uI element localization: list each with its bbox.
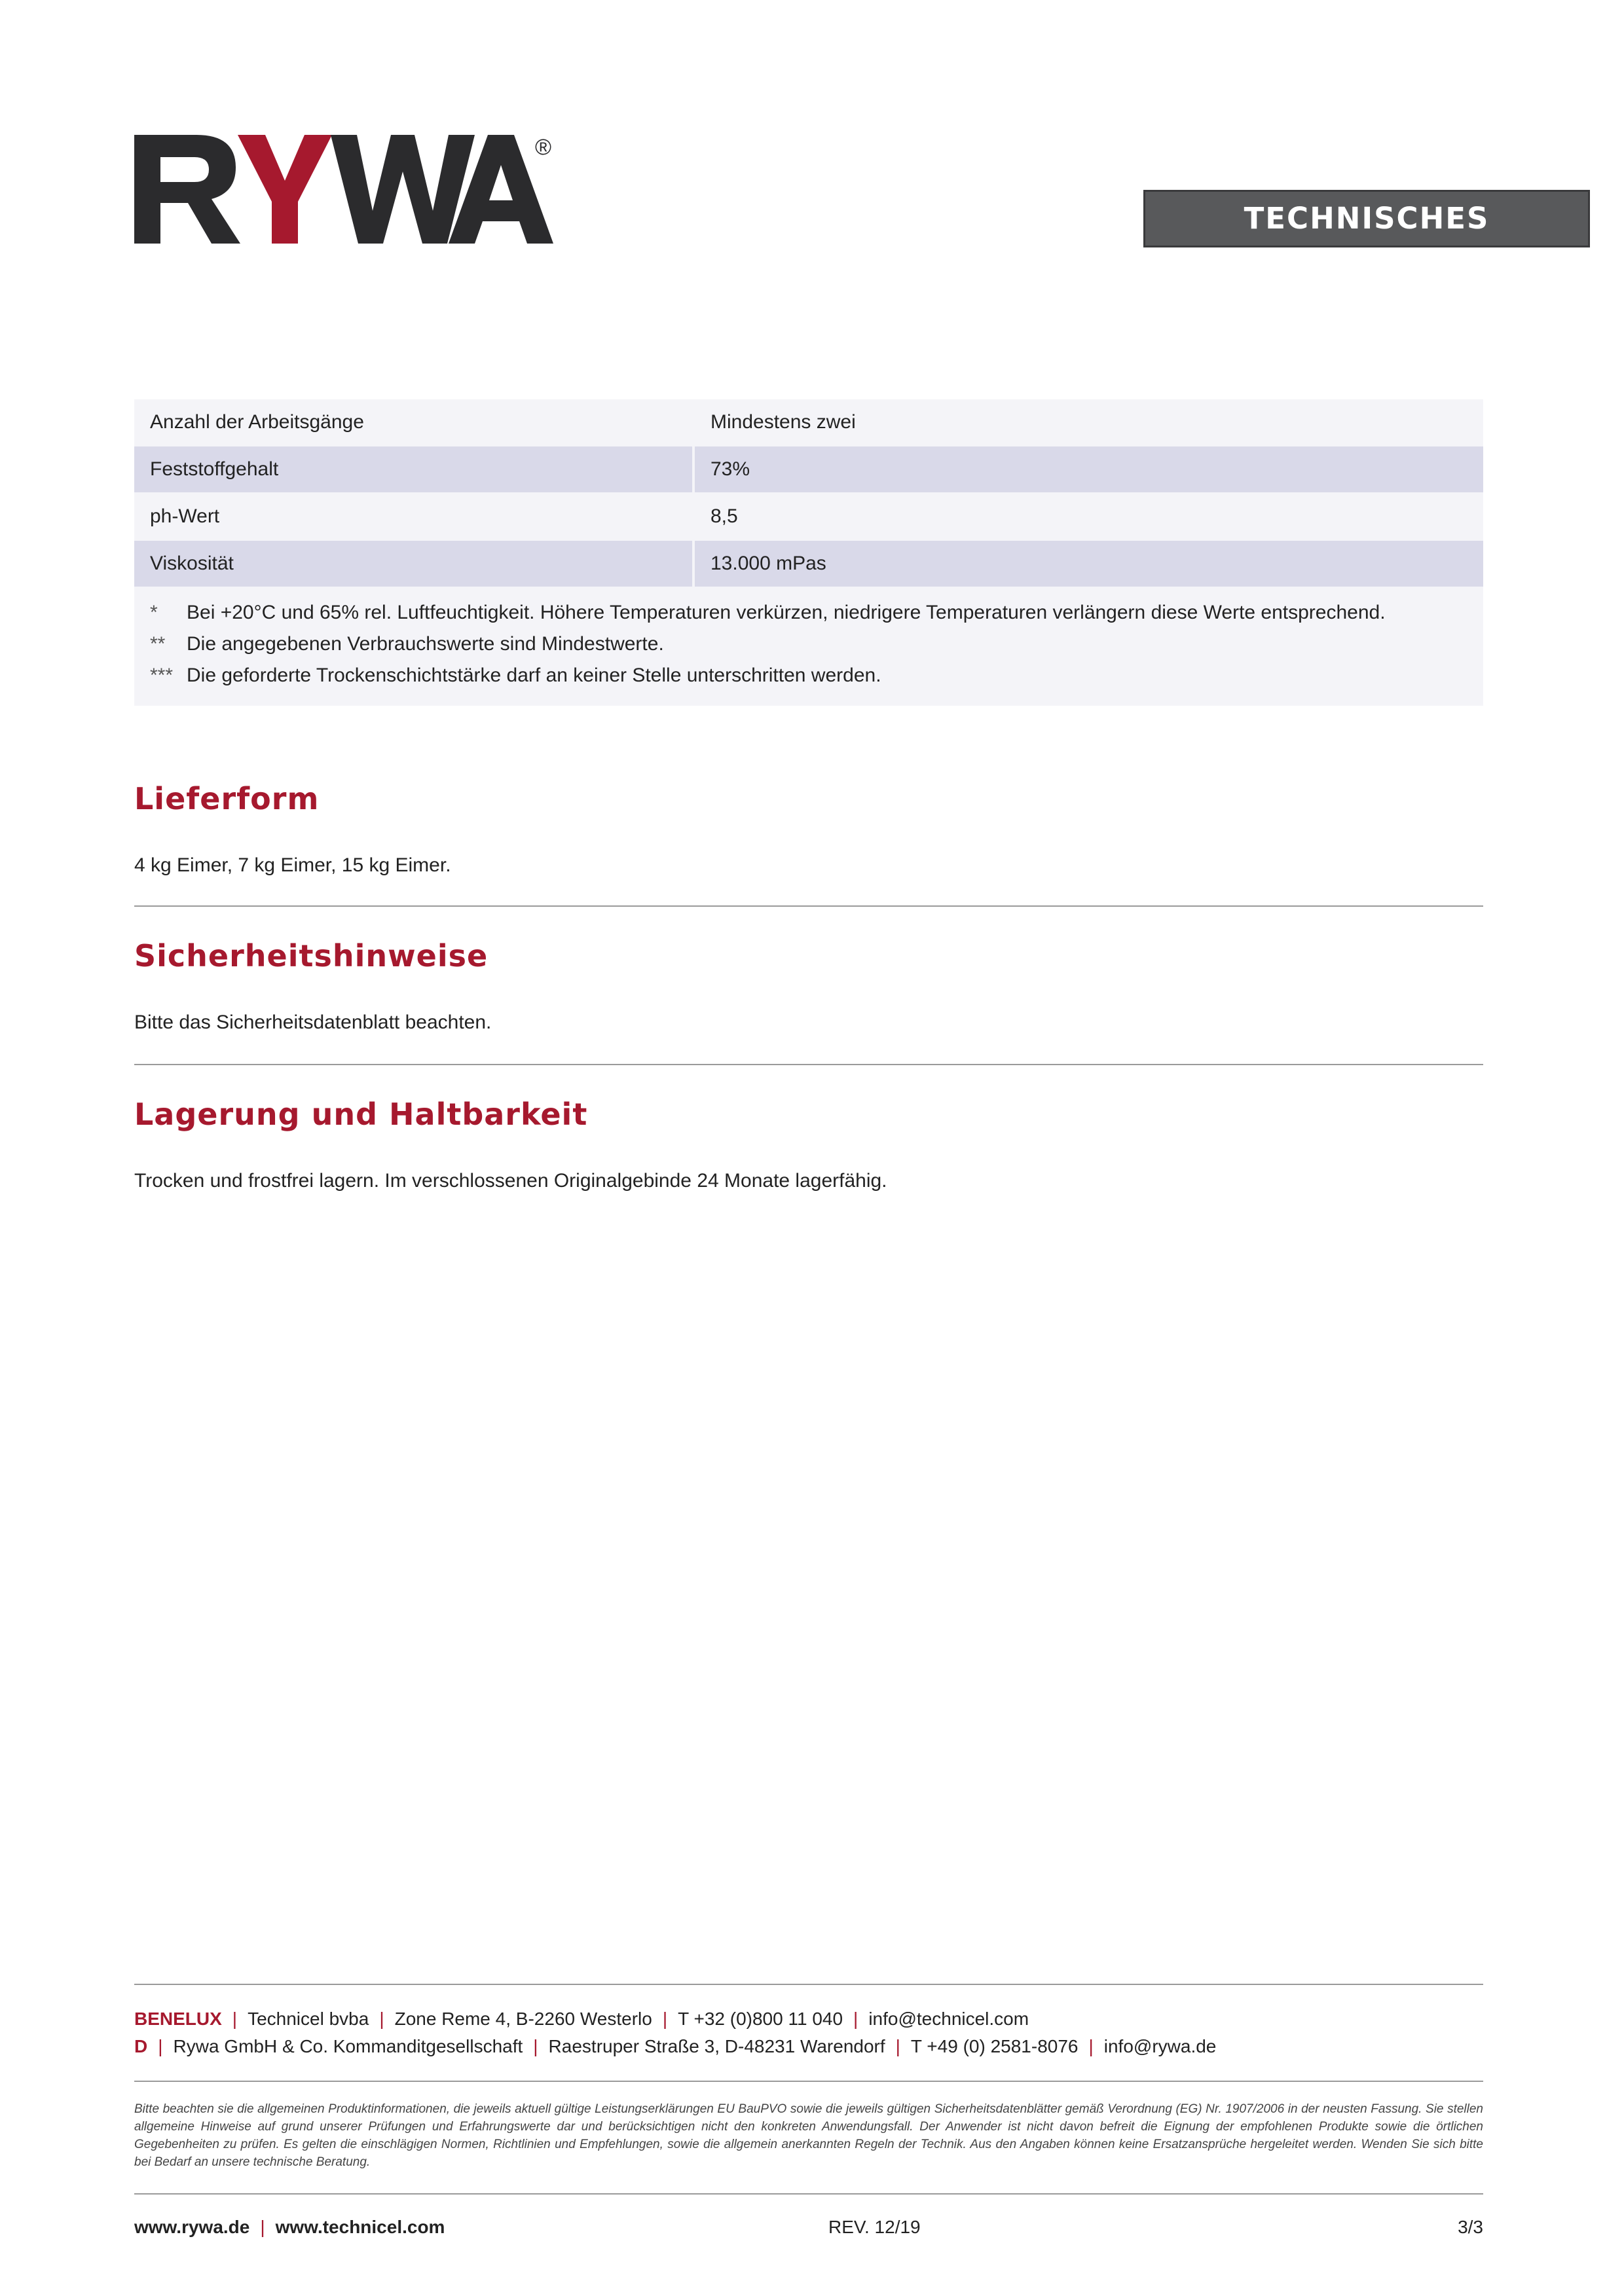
section-title: Sicherheitshinweise [134,938,489,974]
section-divider [134,905,1483,907]
footnote [150,629,1483,660]
footer-websites: www.rywa.de | www.technicel.com [134,2217,445,2237]
section-lagerung [134,1095,1483,1194]
section-text: Trocken und frostfrei lagern. Im verschlossenen Originalgebinde 24 Monate lagerfähig. [134,1170,887,1192]
website-link-rywa[interactable]: www.rywa.de [134,2217,250,2237]
footnote-text: Die angegebenen Verbrauchswerte sind Mindestwerte. [187,633,664,655]
contact-phone: T +49 (0) 2581-8076 [910,2036,1079,2056]
table-value: 73% [695,446,1483,492]
section-title: Lagerung und Haltbarkeit [134,1097,588,1132]
contact-address: Raestruper Straße 3, D-48231 Warendorf [548,2036,885,2056]
legal-disclaimer: Bitte beachten sie die allgemeinen Produktinformationen, die jeweils aktuell gültige Leistungserklärungen EU BauPVO sowie die jeweils gültigen Sicherheitsdatenblätter gemäß Verordnung (EG) Nr. 1907/2006 in der neusten Fassung. Sie stellen allgemeine Hinweise auf grund unserer Prüfungen und Erfahrungswerte dar und berücksichtigen nicht den konkreten Anwendungsfall. Der Anwender ist nicht davon befreit die Eignung der empfohlenen Produkte sowie die örtlichen Gegebenheiten zu prüfen. Es gelten die einschlägigen Normen, Richtlinien und Empfehlungen, sowie die allgemein anerkannten Regeln der Technik. Aus den Angaben können keine Ersatzansprüche hergeleitet werden. Wenden Sie sich bitte bei Bedarf an unsere technische Beratung. [134,2102,1483,2169]
footer-divider [134,1984,1483,1985]
table-row [134,541,1483,587]
table-footnotes [134,587,1483,706]
footnote [150,597,1483,629]
table-row [134,446,1483,492]
footnote-text: Die geforderte Trockenschichtstärke darf an keiner Stelle unterschritten werden. [187,665,881,686]
svg-text:®: ® [535,135,552,160]
footer-divider [134,2193,1483,2195]
contact-line-de: D | Rywa GmbH & Co. Kommanditgesellschaft | Raestruper Straße 3, D-48231 Warendorf | T +49 (0) 2581-8076 | info@rywa.de [134,2036,1217,2056]
contact-line-benelux: BENELUX | Technicel bvba | Zone Reme 4, B-2260 Westerlo | T +32 (0)800 11 040 | info@technicel.com [134,2009,1029,2029]
contact-company: Technicel bvba [248,2009,369,2029]
website-link-technicel[interactable]: www.technicel.com [275,2217,445,2237]
footnote-mark: *** [150,665,174,686]
table-row [134,494,1483,539]
page-footer [134,2213,1483,2242]
section-title: Lieferform [134,781,320,816]
table-key: Feststoffgehalt [134,446,692,492]
footnote [150,660,1483,691]
footnote-mark: ** [150,633,166,655]
contact-region: D [134,2036,148,2056]
contact-email[interactable]: info@technicel.com [868,2009,1029,2029]
contact-address: Zone Reme 4, B-2260 Westerlo [394,2009,652,2029]
table-key: Anzahl der Arbeitsgänge [134,399,692,445]
footnote-text: Bei +20°C und 65% rel. Luftfeuchtigkeit. Höhere Temperaturen verkürzen, niedrigere Temperaturen verlängern diese Werte entsprechend. [187,602,1386,623]
table-value: 8,5 [695,494,1483,539]
section-text: 4 kg Eimer, 7 kg Eimer, 15 kg Eimer. [134,854,451,876]
contact-company: Rywa GmbH & Co. Kommanditgesellschaft [173,2036,523,2056]
footer-divider [134,2081,1483,2082]
table-value: Mindestens zwei [695,399,1483,445]
contact-phone: T +32 (0)800 11 040 [678,2009,843,2029]
table-value: 13.000 mPas [695,541,1483,587]
contact-region: BENELUX [134,2009,222,2029]
table-key: Viskosität [134,541,692,587]
contact-block [134,2005,1483,2060]
technical-data-table [134,399,1483,706]
revision-label: REV. 12/19 [828,2217,921,2237]
section-text: Bitte das Sicherheitsdatenblatt beachten. [134,1011,492,1033]
section-lieferform [134,779,1483,879]
rywa-logo [134,128,553,249]
table-key: ph-Wert [134,494,692,539]
footnote-mark: * [150,602,158,623]
contact-email[interactable]: info@rywa.de [1103,2036,1217,2056]
page-number: 3/3 [1458,2217,1483,2237]
section-divider [134,1064,1483,1065]
section-sicherheitshinweise [134,936,1483,1036]
table-row [134,399,1483,445]
document-type-badge: TECHNISCHES MERKBLATT [1143,190,1590,247]
rywa-logo-graphic [134,128,553,249]
